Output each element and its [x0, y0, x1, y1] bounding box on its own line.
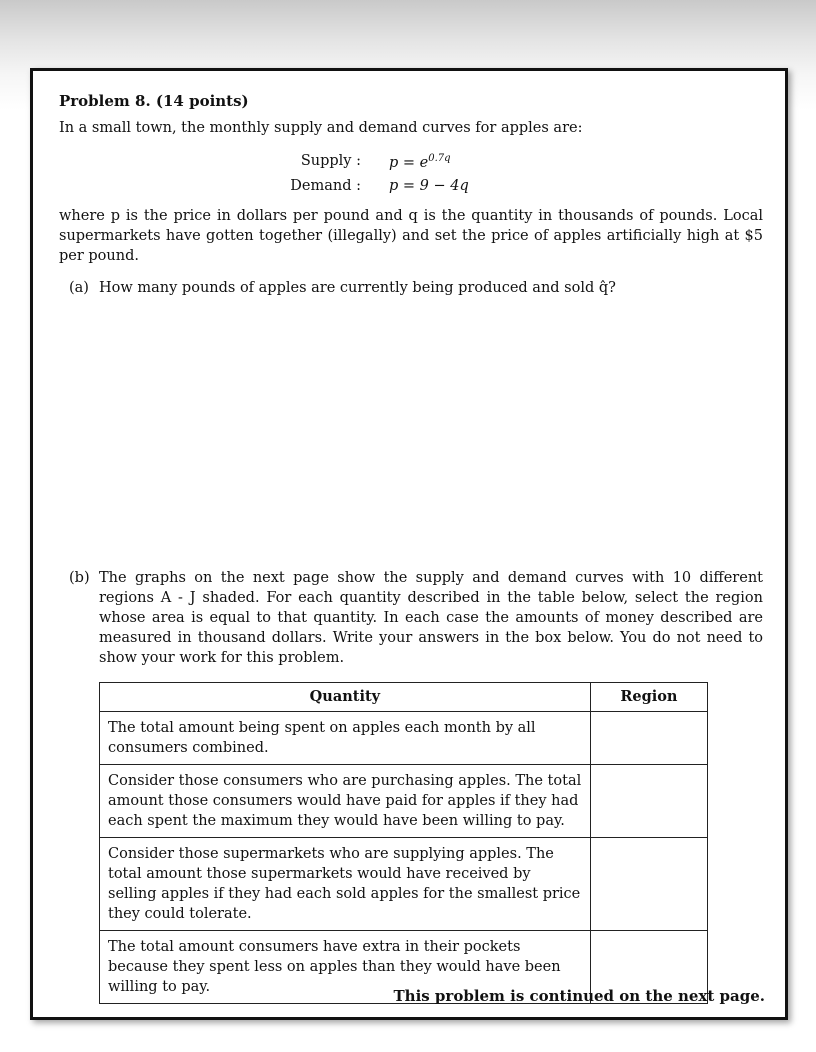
table-row: [100, 765, 708, 838]
quantity-cell: The total amount being spent on apples each month by all consumers combined.: [100, 712, 591, 765]
demand-expression: p = 9 − 4q: [389, 177, 469, 194]
region-header: Region: [590, 683, 707, 712]
table-row: [100, 712, 708, 765]
table-header-row: [100, 683, 708, 712]
quantity-header: Quantity: [100, 683, 591, 712]
supply-expression: $p = e^{0.7q}$: [389, 152, 451, 171]
equation-block: [201, 148, 621, 198]
quantity-cell: Consider those supermarkets who are supplying apples. The total amount those supermarkets would have received by selling apples if they had each sold apples for the smallest price they could tolerate.: [100, 838, 591, 931]
problem-description: where p is the price in dollars per pound and q is the quantity in thousands of pounds. Local supermarkets have gotten together (illegally) and set the price of apples artificially high at $5 per pound.: [59, 208, 763, 264]
region-answer-cell[interactable]: [590, 838, 707, 931]
part-a: [59, 278, 763, 298]
part-b: [59, 568, 763, 668]
part-b-tag: (b): [69, 570, 90, 586]
continued-note: This problem is continued on the next page.: [393, 987, 765, 1005]
problem-heading: Problem 8. (14 points): [59, 92, 249, 110]
demand-label: Demand :: [290, 177, 361, 194]
problem-intro: In a small town, the monthly supply and demand curves for apples are:: [59, 120, 583, 136]
demand-equation: [201, 173, 621, 198]
supply-label: Supply :: [300, 152, 361, 169]
part-a-tag: (a): [69, 280, 89, 296]
answer-table: [99, 682, 708, 1004]
quantity-cell: The total amount consumers have extra in their pockets because they spent less on apples than they would have been willing to pay.: [100, 931, 591, 1004]
region-answer-cell[interactable]: [590, 712, 707, 765]
part-b-question: The graphs on the next page show the supply and demand curves with 10 different regions A - J shaded. For each quantity described in the table below, select the region whose area is equal to that quantity. In each case the amounts of money described are measured in thousand dollars. Write your answers in the box below. You do not need to show your work for this problem.: [99, 570, 763, 666]
problem-content: [59, 91, 763, 1004]
region-answer-cell[interactable]: [590, 765, 707, 838]
supply-exponent: 0.7q: [428, 152, 451, 164]
table-row: [100, 838, 708, 931]
part-a-question: How many pounds of apples are currently being produced and sold q̂?: [99, 280, 616, 296]
exam-page: [30, 68, 788, 1020]
supply-equation: [201, 148, 621, 173]
quantity-cell: Consider those consumers who are purchasing apples. The total amount those consumers would have paid for apples if they had each spent the maximum they would have been willing to pay.: [100, 765, 591, 838]
